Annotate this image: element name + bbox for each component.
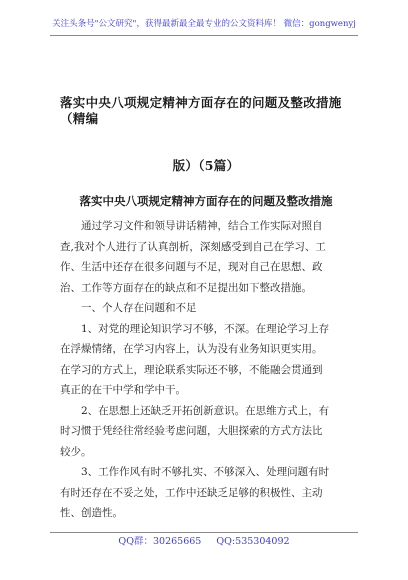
paragraph-item-3 [60, 462, 350, 524]
paragraph-line: 真正的在干中学和学中干。 [60, 384, 186, 396]
paragraph-item-1 [60, 319, 350, 401]
subheading-problems [60, 298, 350, 319]
header-divider [50, 35, 358, 36]
body-text [60, 216, 350, 524]
paragraph-line: 有时还存在不妥之处，工作中还缺乏足够的积极性、主动 [60, 486, 323, 499]
paragraph-line: 作、生活中还存在很多问题与不足，现对自己在思想、政 [60, 261, 323, 273]
paragraph-line: 性、创造性。 [60, 507, 123, 519]
section-title: 落实中央八项规定精神方面存在的问题及整改措施 [79, 194, 333, 208]
footer-qq-group: QQ群：30265665 [118, 536, 202, 547]
paragraph-line: 在浮燥情绪，在学习内容上，认为没有业务知识更实用。 [60, 343, 323, 355]
paragraph-line: 时习惯于凭经往常经验考虑问题，大胆探索的方式方法比 [60, 425, 323, 437]
paragraph-intro [60, 216, 350, 298]
header-banner: 关注头条号"公文研究"，获得最新最全最专业的公文资料库！ 微信：gongwenyj [52, 19, 356, 29]
paragraph-line: 治、工作等方面存在的缺点和不足提出如下整改措施。 [60, 281, 312, 294]
paragraph-line: 较少。 [60, 445, 92, 458]
footer-qq: QQ:535304092 [216, 536, 290, 547]
paragraph-item-2 [60, 401, 350, 463]
paragraph-line: 通过学习文件和领导讲话精神，结合工作实际对照自 [81, 220, 323, 232]
paragraph-line: 查,我对个人进行了认真剖析，深刻感受到自己在学习、工 [60, 240, 326, 253]
footer-divider [50, 532, 358, 533]
paragraph-line: 3、工作作风有时不够扎实、不够深入、处理问题有时 [81, 466, 330, 478]
paragraph-line: 1、对党的理论知识学习不够，不深。在理论学习上存 [81, 322, 330, 335]
paragraph-line: 在学习的方式上，理论联系实际还不够，不能融会贯通到 [60, 363, 323, 376]
paragraph-line: 2、在思想上还缺乏开拓创新意识。在思维方式上，有 [81, 404, 330, 417]
footer-contact [50, 536, 358, 548]
subheading-line: 一、个人存在问题和不足 [81, 302, 197, 314]
document-title-line-1: 落实中央八项规定精神方面存在的问题及整改措施（精编 [60, 95, 342, 126]
document-title-line-2: 版）（5篇） [172, 158, 240, 173]
